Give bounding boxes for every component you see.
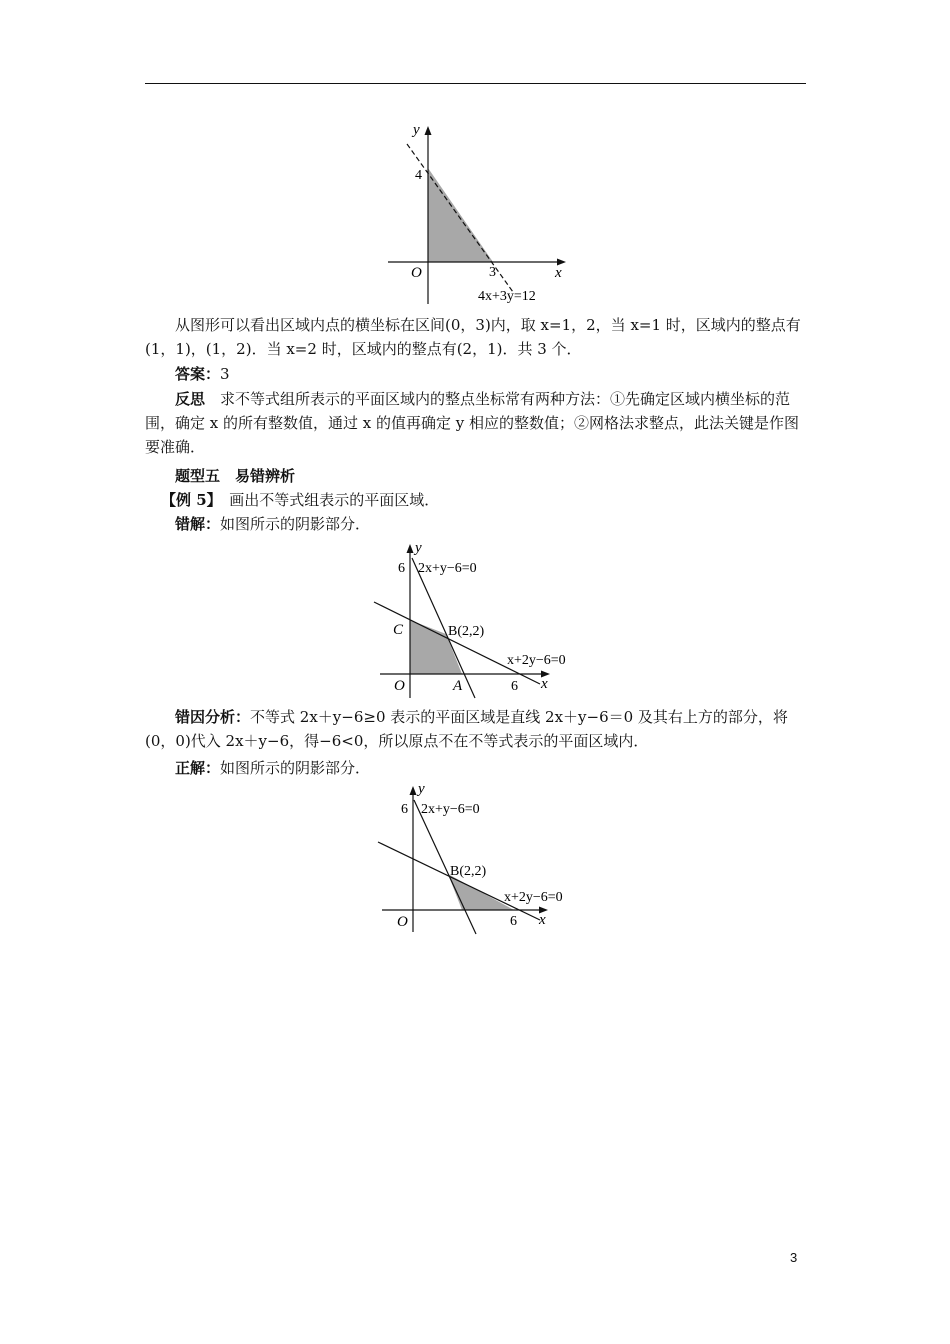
reflection-label: 反思 — [175, 390, 206, 408]
correct-solution-label: 正解： — [175, 759, 221, 777]
x-tick-label: 6 — [510, 914, 517, 929]
point-c-label: C — [393, 622, 404, 638]
answer-line — [145, 363, 807, 385]
y-axis-arrow-icon — [410, 786, 417, 795]
x-tick-label: 6 — [511, 679, 518, 694]
answer-value: 3 — [220, 365, 230, 383]
error-analysis-paragraph — [145, 705, 807, 753]
boundary-line-dashed — [407, 144, 513, 292]
y-axis-arrow-icon — [425, 126, 432, 135]
figure-3-graph — [362, 780, 602, 940]
example-line — [161, 489, 823, 511]
shaded-region — [428, 168, 493, 262]
line2-label: x+2y−6=0 — [507, 653, 566, 668]
y-axis-label: y — [413, 122, 420, 138]
line1-label: 2x+y−6=0 — [421, 802, 480, 817]
figure-1-graph — [380, 118, 580, 308]
example-label: 【例 5】 — [161, 491, 215, 509]
section-title: 题型五 易错辨析 — [175, 467, 296, 485]
figure-2-graph — [360, 538, 600, 703]
example-text: 画出不等式组表示的平面区域． — [229, 491, 440, 509]
wrong-solution-line — [145, 513, 807, 535]
y-tick-label: 4 — [415, 168, 422, 183]
error-analysis-label: 错因分析： — [175, 708, 251, 726]
y-axis-label: y — [415, 540, 422, 556]
figure-1 — [380, 118, 580, 308]
error-analysis-text: 不等式 2x＋y−6≥0 表示的平面区域是直线 2x＋y−6＝0 及其右上方的部分，将(0，0)代入 2x＋y−6，得−6<0，所以原点不在不等式表示的平面区域内． — [145, 708, 788, 750]
point-a-label: A — [453, 678, 463, 694]
point-b-label: B(2,2) — [450, 864, 487, 879]
page-number: 3 — [790, 1250, 798, 1265]
y-axis-label: y — [418, 781, 425, 797]
point-b-label: B(2,2) — [448, 624, 485, 639]
header-rule — [145, 83, 806, 84]
origin-label: O — [397, 914, 408, 930]
wrong-solution-text: 如图所示的阴影部分． — [220, 515, 371, 533]
answer-label: 答案： — [175, 365, 221, 383]
origin-label: O — [411, 265, 422, 281]
line2-label: x+2y−6=0 — [504, 890, 563, 905]
origin-label: O — [394, 678, 405, 694]
y-axis-arrow-icon — [407, 544, 414, 553]
correct-solution-line — [145, 757, 807, 779]
x-axis-label: x — [539, 912, 546, 928]
y-tick-label: 6 — [401, 802, 408, 817]
correct-solution-text: 如图所示的阴影部分． — [220, 759, 371, 777]
line-equation-label: 4x+3y=12 — [478, 289, 536, 304]
y-tick-label: 6 — [398, 561, 405, 576]
line1-label: 2x+y−6=0 — [418, 561, 477, 576]
reflection-paragraph — [145, 387, 807, 459]
x-axis-label: x — [555, 265, 562, 281]
paragraph-solution: 从图形可以看出区域内点的横坐标在区间(0，3)内，取 x=1，2，当 x=1 时，区域内的整点有(1，1)，(1，2)．当 x=2 时，区域内的整点有(2，1)．共 3 个． — [145, 316, 801, 358]
x-tick-label: 3 — [489, 265, 496, 280]
figure-3 — [362, 780, 602, 940]
wrong-solution-label: 错解： — [175, 515, 221, 533]
reflection-text: 求不等式组所表示的平面区域内的整点坐标常有两种方法：①先确定区域内横坐标的范围，确定 x 的所有整数值，通过 x 的值再确定 y 相应的整数值；②网格法求整点，此法关键是作图要准确． — [145, 390, 800, 456]
x-axis-label: x — [541, 676, 548, 692]
line-x-plus-2y — [378, 842, 540, 920]
figure-2 — [360, 538, 600, 703]
